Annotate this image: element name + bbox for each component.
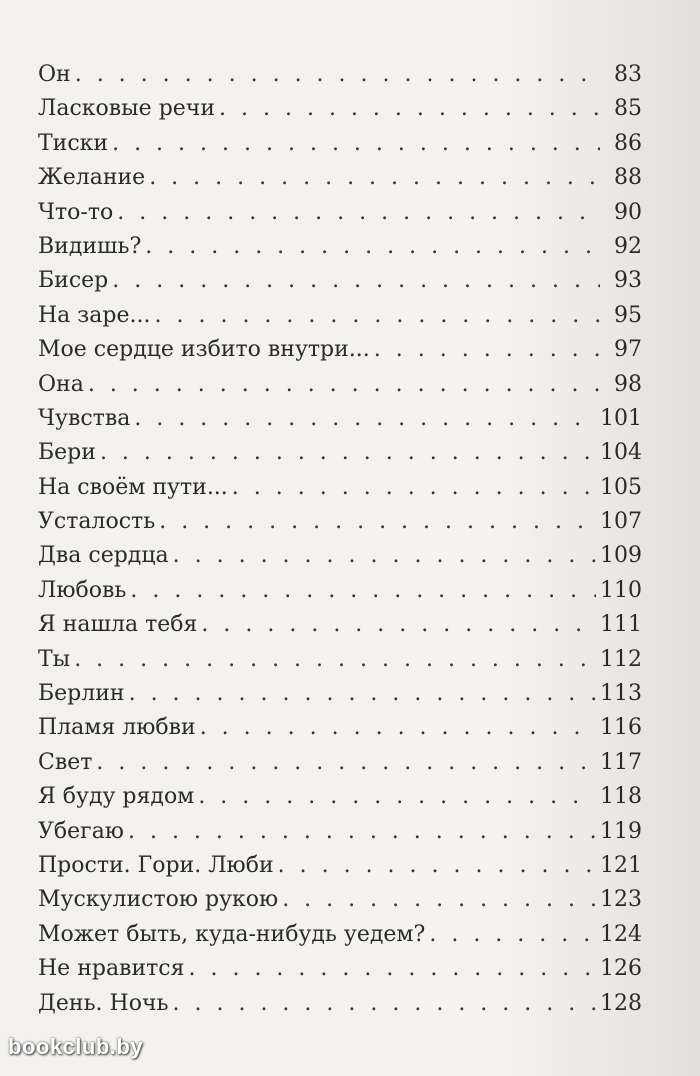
toc-entry-title: Берлин <box>38 681 125 707</box>
toc-entry <box>38 337 642 371</box>
toc-entry-title: Она <box>38 371 84 397</box>
toc-entry-title: Мускулистою рукою <box>38 887 279 913</box>
dot-leader <box>219 96 600 121</box>
toc-entry-title: Прости. Гори. Люби <box>38 852 274 878</box>
toc-entry-page: 85 <box>614 96 642 122</box>
toc-entry <box>38 406 642 440</box>
dot-leader <box>173 991 597 1016</box>
toc-entry <box>38 784 642 818</box>
dot-leader <box>429 922 596 947</box>
toc-entry-title: На своём пути... <box>38 474 228 500</box>
dot-leader <box>128 819 596 844</box>
toc-entry <box>38 131 642 165</box>
dot-leader <box>74 647 596 672</box>
toc-entry <box>38 578 642 612</box>
dot-leader <box>145 234 600 259</box>
watermark: bookclub.by <box>8 1034 144 1059</box>
toc-entry-page: 90 <box>614 199 642 225</box>
toc-entry-page: 86 <box>614 130 642 156</box>
toc-entry <box>38 475 642 509</box>
dot-leader <box>100 440 596 465</box>
dot-leader <box>200 715 596 740</box>
toc-entry <box>38 956 642 990</box>
dot-leader <box>374 337 600 362</box>
dot-leader <box>159 509 596 534</box>
dot-leader <box>112 268 600 293</box>
toc-entry <box>38 543 642 577</box>
dot-leader <box>232 475 596 500</box>
toc-entry <box>38 234 642 268</box>
toc-entry <box>38 509 642 543</box>
toc-entry-title: Я нашла тебя <box>38 612 198 638</box>
toc-entry-title: Убегаю <box>38 818 124 844</box>
toc-entry-page: 128 <box>600 990 642 1016</box>
dot-leader <box>96 750 596 775</box>
toc-entry-title: Я буду рядом <box>38 784 195 810</box>
toc-entry-page: 110 <box>600 577 642 603</box>
dot-leader <box>278 853 596 878</box>
toc-entry <box>38 96 642 130</box>
dot-leader <box>188 956 596 981</box>
toc-entry <box>38 200 642 234</box>
toc-entry-page: 109 <box>600 543 642 569</box>
toc-entry <box>38 853 642 887</box>
toc-entry <box>38 715 642 749</box>
toc-entry-page: 88 <box>614 165 642 191</box>
toc-entry-title: Мое сердце избито внутри... <box>38 337 370 363</box>
dot-leader <box>117 200 600 225</box>
toc-entry-title: Он <box>38 62 71 87</box>
toc-entry-page: 116 <box>600 715 642 741</box>
toc-entry <box>38 165 642 199</box>
dot-leader <box>75 62 600 87</box>
toc-entry <box>38 268 642 302</box>
toc-entry-title: Ты <box>38 646 71 672</box>
dot-leader <box>282 887 596 912</box>
toc-entry-page: 117 <box>600 749 642 775</box>
toc-entry <box>38 991 642 1025</box>
toc-entry-title: Желание <box>38 165 146 191</box>
dot-leader <box>155 303 601 328</box>
toc-entry-page: 83 <box>614 62 642 87</box>
toc-entry-page: 119 <box>600 818 642 844</box>
toc-entry-title: Может быть, куда-нибудь уедем? <box>38 921 426 947</box>
dot-leader <box>112 131 600 156</box>
toc-entry <box>38 819 642 853</box>
toc-entry <box>38 887 642 921</box>
dot-leader <box>149 165 600 190</box>
toc-entry-page: 98 <box>614 371 642 397</box>
toc-entry-title: Видишь? <box>38 233 142 259</box>
toc-entry-page: 111 <box>600 612 642 638</box>
dot-leader <box>134 406 596 431</box>
toc-entry <box>38 612 642 646</box>
toc-entry-page: 124 <box>600 921 642 947</box>
toc-entry-page: 107 <box>600 509 642 535</box>
toc-entry-page: 123 <box>600 887 642 913</box>
bleed-through-text <box>652 60 700 1050</box>
toc-entry-title: Любовь <box>38 577 127 603</box>
toc-entry <box>38 372 642 406</box>
toc-entry-title: Усталость <box>38 509 156 535</box>
toc-entry-title: Не нравится <box>38 956 185 982</box>
toc-entry-page: 95 <box>614 302 642 328</box>
toc-entry-title: Что-то <box>38 199 114 225</box>
toc-entry-page: 113 <box>600 681 642 707</box>
toc-entry-title: Чувства <box>38 405 131 431</box>
toc-entry-title: На заре... <box>38 302 151 328</box>
toc-entry <box>38 922 642 956</box>
dot-leader <box>88 372 600 397</box>
toc-entry <box>38 750 642 784</box>
toc-entry-page: 104 <box>600 440 642 466</box>
toc-entry <box>38 440 642 474</box>
toc-entry <box>38 303 642 337</box>
toc-entry <box>38 681 642 715</box>
toc-entry-title: Пламя любви <box>38 715 196 741</box>
toc-entry-page: 97 <box>614 337 642 363</box>
toc-entry-title: День. Ночь <box>38 990 169 1016</box>
toc-entry-page: 121 <box>600 852 642 878</box>
toc-entry-title: Бери <box>38 440 96 466</box>
dot-leader <box>173 543 596 568</box>
dot-leader <box>130 578 596 603</box>
dot-leader <box>198 784 596 809</box>
toc-entry <box>38 62 642 96</box>
toc-entry-page: 93 <box>614 268 642 294</box>
toc-entry-page: 105 <box>600 474 642 500</box>
toc-entry-page: 112 <box>600 646 642 672</box>
toc-entry-page: 101 <box>600 405 642 431</box>
toc-entry-page: 126 <box>600 956 642 982</box>
toc-entry-title: Ласковые речи <box>38 96 216 122</box>
toc-entry-title: Бисер <box>38 268 109 294</box>
toc-entry <box>38 647 642 681</box>
toc-entry-title: Свет <box>38 749 93 775</box>
dot-leader <box>201 612 596 637</box>
toc-entry-title: Два сердца <box>38 543 169 569</box>
toc-entry-page: 118 <box>600 784 642 810</box>
toc-entry-title: Тиски <box>38 130 109 156</box>
table-of-contents <box>38 62 642 1025</box>
toc-entry-page: 92 <box>614 233 642 259</box>
dot-leader <box>129 681 596 706</box>
